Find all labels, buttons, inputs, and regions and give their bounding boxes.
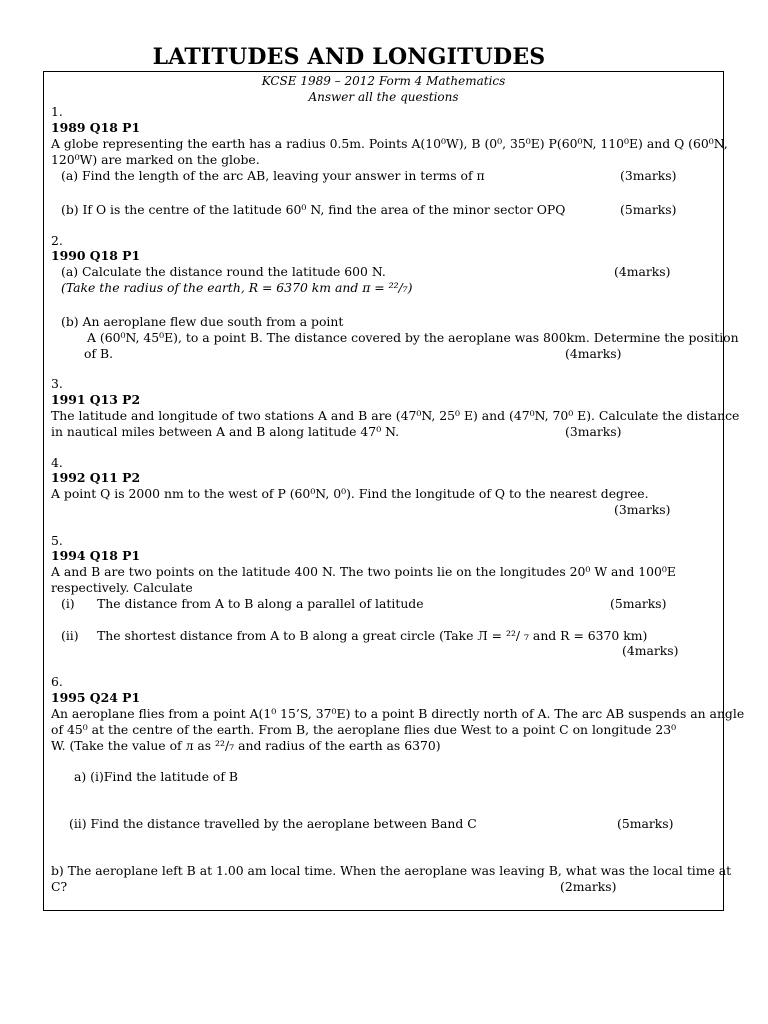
question-number: 3. — [51, 376, 63, 391]
marks: (5marks) — [617, 816, 674, 831]
page-title: LATITUDES AND LONGITUDES — [152, 44, 546, 70]
sub-question: a) (i)Find the latitude of B — [74, 769, 238, 784]
question-text: An aeroplane flies from a point A(1⁰ 15’S, 37⁰E) to a point B directly north of A. The arc AB suspends an angle — [51, 706, 745, 721]
marks: (5marks) — [610, 596, 667, 611]
question-note: (Take the radius of the earth, R = 6370 km and π = ²²/₇) — [61, 280, 413, 295]
question-number: 1. — [51, 104, 63, 119]
question-text: A globe representing the earth has a radius 0.5m. Points A(10⁰W), B (0⁰, 35⁰E) P(60⁰N, 110⁰E) and Q (60⁰N, — [51, 136, 728, 151]
sub-question: The distance from A to B along a parallel of latitude — [97, 596, 424, 611]
sub-question: (ii) Find the distance travelled by the aeroplane between Band C — [69, 816, 477, 831]
sub-question-label: (i) — [61, 596, 75, 611]
marks: (4marks) — [614, 264, 671, 279]
marks: (3marks) — [565, 424, 622, 439]
question-text: The latitude and longitude of two stations A and B are (47⁰N, 25⁰ E) and (47⁰N, 70⁰ E). Calculate the distance — [51, 408, 740, 423]
sub-question: (a) Calculate the distance round the latitude 600 N. — [61, 264, 386, 279]
question-text: A point Q is 2000 nm to the west of P (60⁰N, 0⁰). Find the longitude of Q to the nearest degree. — [51, 486, 649, 501]
question-text: A (60⁰N, 45⁰E), to a point B. The distance covered by the aeroplane was 800km. Determine the position — [87, 330, 739, 345]
question-text: 120⁰W) are marked on the globe. — [51, 152, 260, 167]
question-number: 2. — [51, 233, 63, 248]
question-reference: 1994 Q18 P1 — [51, 548, 141, 563]
question-text: in nautical miles between A and B along latitude 47⁰ N. — [51, 424, 400, 439]
marks: (3marks) — [614, 502, 671, 517]
marks: (5marks) — [620, 202, 677, 217]
question-text: C? — [51, 879, 68, 894]
question-text: A and B are two points on the latitude 400 N. The two points lie on the longitudes 20⁰ W and 100⁰E — [51, 564, 676, 579]
question-number: 4. — [51, 455, 63, 470]
exam-subtitle: KCSE 1989 – 2012 Form 4 Mathematics — [261, 74, 506, 88]
question-reference: 1990 Q18 P1 — [51, 248, 141, 263]
marks: (4marks) — [565, 346, 622, 361]
question-number: 5. — [51, 533, 63, 548]
sub-question: (b) An aeroplane flew due south from a point — [61, 314, 344, 329]
marks: (3marks) — [620, 168, 677, 183]
sub-question: b) The aeroplane left B at 1.00 am local time. When the aeroplane was leaving B, what was the local time at — [51, 863, 732, 878]
question-reference: 1995 Q24 P1 — [51, 690, 141, 705]
marks: (2marks) — [560, 879, 617, 894]
sub-question: (b) If O is the centre of the latitude 60⁰ N, find the area of the minor sector OPQ — [61, 202, 566, 217]
question-text: of B. — [84, 346, 114, 361]
sub-question-label: (ii) — [61, 628, 79, 643]
sub-question: (a) Find the length of the arc AB, leaving your answer in terms of π — [61, 168, 485, 183]
question-reference: 1992 Q11 P2 — [51, 470, 141, 485]
question-text: respectively. Calculate — [51, 580, 193, 595]
question-reference: 1991 Q13 P2 — [51, 392, 141, 407]
question-number: 6. — [51, 674, 63, 689]
question-text: W. (Take the value of л as ²²/₇ and radius of the earth as 6370) — [51, 738, 441, 753]
marks: (4marks) — [622, 643, 679, 658]
question-text: of 45⁰ at the centre of the earth. From B, the aeroplane flies due West to a point C on longitude 23⁰ — [51, 722, 677, 737]
instruction: Answer all the questions — [308, 90, 459, 104]
sub-question: The shortest distance from A to B along a great circle (Take Л = ²²/ ₇ and R = 6370 km) — [97, 628, 648, 643]
question-reference: 1989 Q18 P1 — [51, 120, 141, 135]
